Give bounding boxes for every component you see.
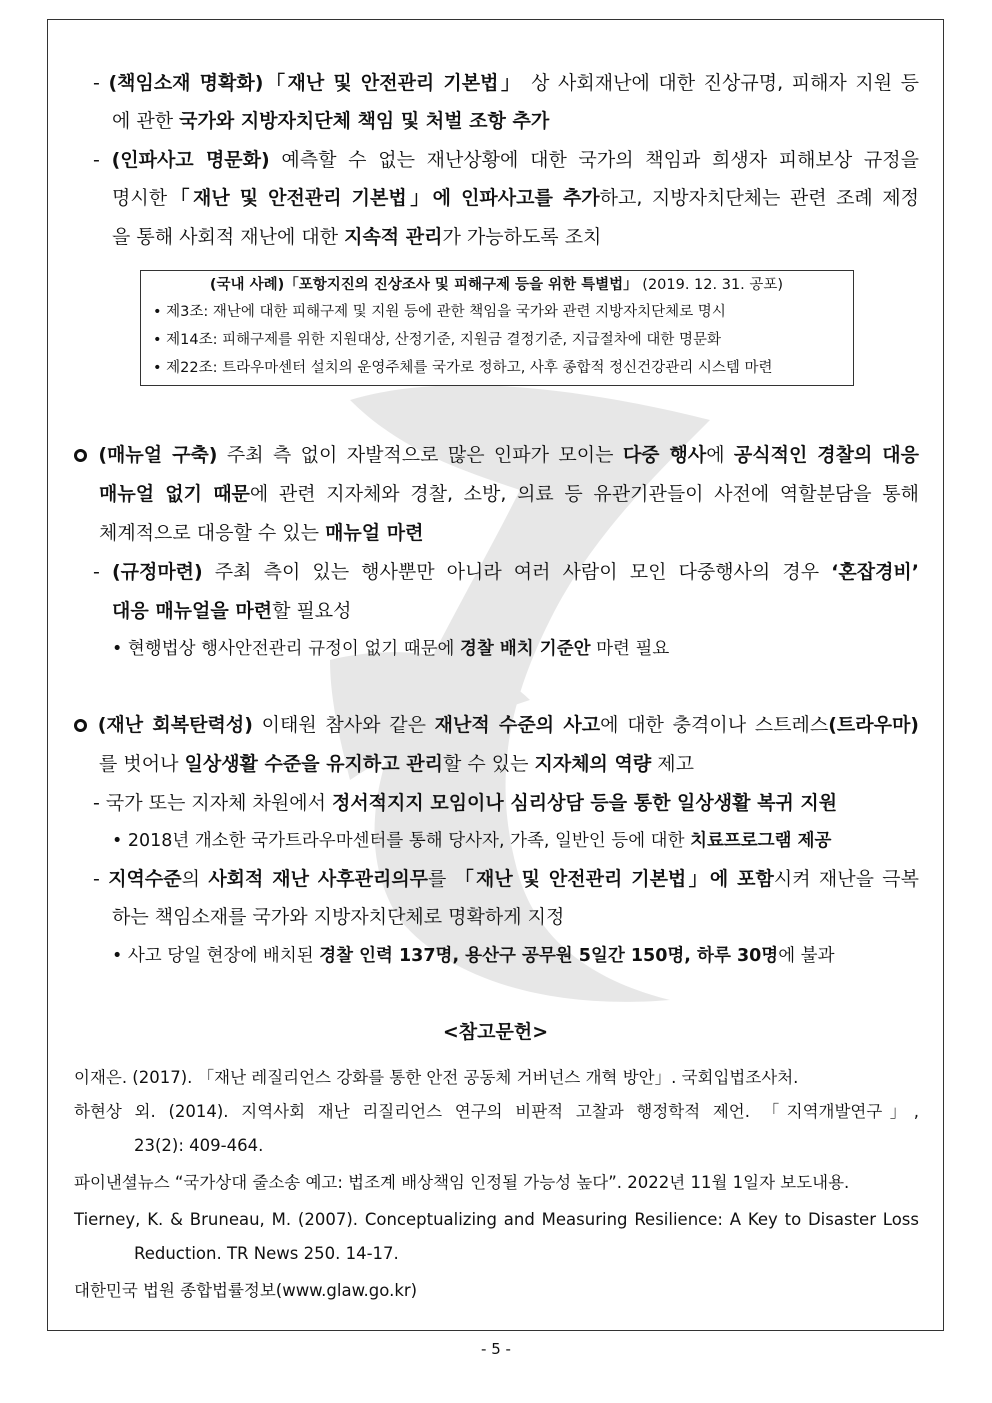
case-box-item: • 제14조: 피해구제를 위한 지원대상, 산정기준, 지원금 결정기준, 지급절차에 대한 명문화 (153, 332, 722, 348)
reference-item: Tierney, K. & Bruneau, M. (2007). Conceptualizing and Measuring Resilience: A Key to Disaster Loss (74, 1210, 919, 1229)
bullet-responsibility-line1: - (책임소재 명확화)「재난 및 안전관리 기본법」 상 사회재난에 대한 진상규명, 피해자 지원 등 (93, 72, 919, 94)
reference-item: 하현상 외. (2014). 지역사회 재난 리질리언스 연구의 비판적 고찰과 행정학적 제언. 「지역개발연구」, (74, 1102, 919, 1121)
references-heading: <참고문헌> (442, 1021, 549, 1043)
circle-bullet-icon (74, 449, 87, 462)
sub-local-level-line1: - 지역수준의 사회적 재난 사후관리의무를 「재난 및 안전관리 기본법」에 포함시켜 재난을 극복 (93, 868, 919, 890)
bullet-responsibility-line2: 에 관한 국가와 지방자치단체 책임 및 처벌 조항 추가 (112, 110, 550, 132)
case-box-title: (국내 사례)「포항지진의 진상조사 및 피해구제 등을 위한 특별법」 (2019. 12. 31. 공포) (209, 277, 784, 293)
reference-item: 대한민국 법원 종합법률정보(www.glaw.go.kr) (74, 1281, 418, 1300)
section-resilience-line2: 를 벗어나 일상생활 수준을 유지하고 관리할 수 있는 지자체의 역량 제고 (99, 753, 694, 775)
section-manual-line2: 매뉴얼 없기 때문에 관련 지자체와 경찰, 소방, 의료 등 유관기관들이 사전에 역할분담을 통해 (99, 483, 919, 505)
bullet-crowd-accident-line2: 명시한「재난 및 안전관리 기본법」에 인파사고를 추가하고, 지방자치단체는 관련 조례 제정 (112, 187, 919, 209)
reference-item-continued: Reduction. TR News 250. 14-17. (134, 1244, 399, 1263)
circle-bullet-icon (74, 719, 87, 732)
section-resilience-line1: (재난 회복탄력성) 이태원 참사와 같은 재난적 수준의 사고에 대한 충격이나 스트레스(트라우마) (74, 710, 919, 740)
sub-local-level-line2: 하는 책임소재를 국가와 지방자치단체로 명확하게 지정 (112, 906, 565, 928)
page-number: - 5 - (481, 1340, 511, 1358)
reference-item: 이재은. (2017). 「재난 레질리언스 강화를 통한 안전 공동체 거버넌스 개혁 방안」. 국회입법조사처. (74, 1068, 799, 1087)
bullet-crowd-accident-line3: 을 통해 사회적 재난에 대한 지속적 관리가 가능하도록 조치 (112, 226, 602, 248)
section-manual-line1: (매뉴얼 구축) 주최 측 없이 자발적으로 많은 인파가 모이는 다중 행사에 공식적인 경찰의 대응 (74, 440, 919, 470)
dot-police-criteria: • 현행법상 행사안전관리 규정이 없기 때문에 경찰 배치 기준안 마련 필요 (112, 639, 670, 659)
case-box (140, 270, 854, 386)
sub-regulation-line2: 대응 매뉴얼을 마련할 필요성 (112, 600, 352, 622)
section-manual-line3: 체계적으로 대응할 수 있는 매뉴얼 마련 (99, 522, 424, 544)
dot-trauma-center: • 2018년 개소한 국가트라우마센터를 통해 당사자, 가족, 일반인 등에 대한 치료프로그램 제공 (112, 831, 832, 851)
bullet-crowd-accident-line1: - (인파사고 명문화) 예측할 수 없는 재난상황에 대한 국가의 책임과 희생자 피해보상 규정을 (93, 149, 919, 171)
reference-item: 파이낸셜뉴스 “국가상대 줄소송 예고: 법조계 배상책임 인정될 가능성 높다”. 2022년 11월 1일자 보도내용. (74, 1173, 850, 1192)
sub-daily-life-support: - 국가 또는 지자체 차원에서 정서적지지 모임이나 심리상담 등을 통한 일상생활 복귀 지원 (93, 792, 838, 814)
sub-regulation-line1: - (규정마련) 주최 측이 있는 행사뿐만 아니라 여러 사람이 모인 다중행사의 경우 ‘혼잡경비’ (93, 561, 919, 583)
case-box-item: • 제22조: 트라우마센터 설치의 운영주체를 국가로 정하고, 사후 종합적 정신건강관리 시스템 마련 (153, 360, 773, 376)
dot-police-staff-count: • 사고 당일 현장에 배치된 경찰 인력 137명, 용산구 공무원 5일간 150명, 하루 30명에 불과 (112, 946, 835, 966)
case-box-item: • 제3조: 재난에 대한 피해구제 및 지원 등에 관한 책임을 국가와 관련 지방자치단체로 명시 (153, 304, 726, 320)
reference-item-continued: 23(2): 409-464. (134, 1136, 264, 1155)
